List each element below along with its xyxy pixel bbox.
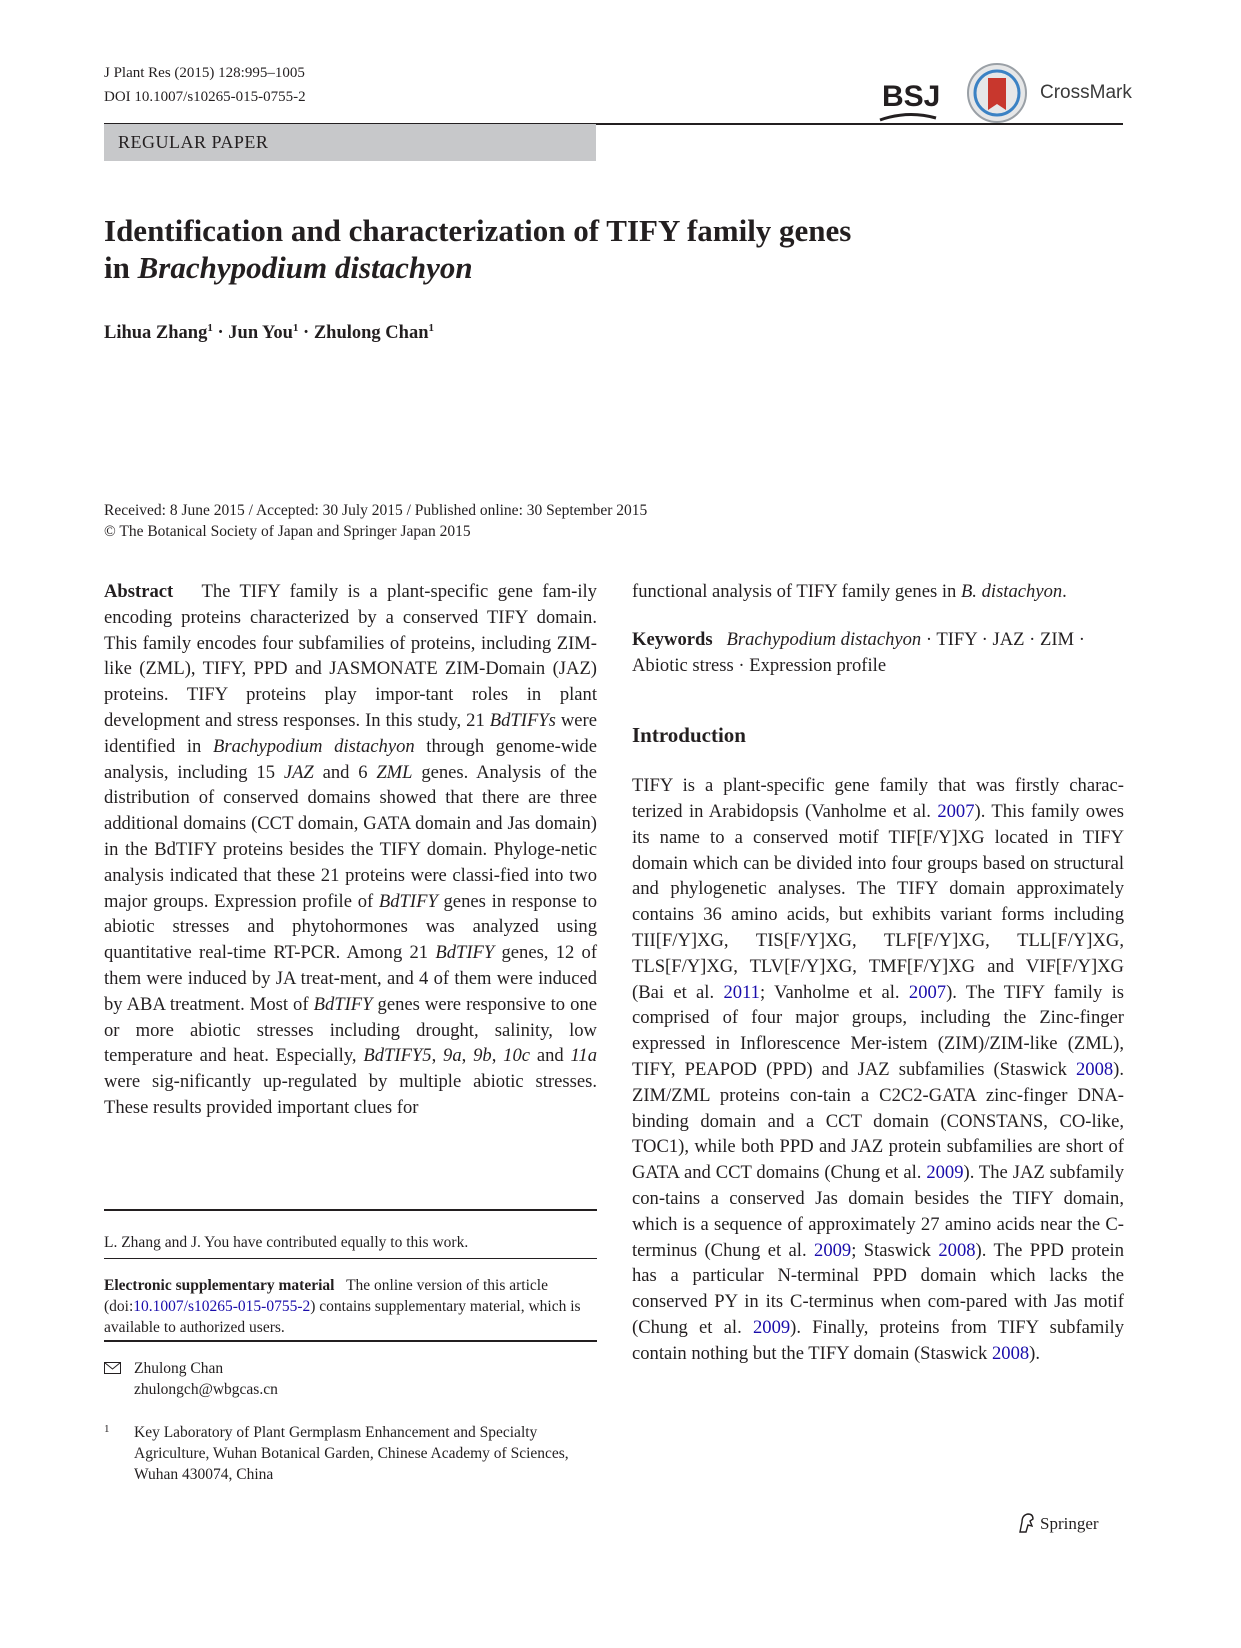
crossmark-icon[interactable] [966, 62, 1028, 124]
copyright-line: © The Botanical Society of Japan and Springer Japan 2015 [104, 523, 471, 540]
footnote-rule [104, 1340, 597, 1342]
author-name: Jun You [228, 323, 293, 344]
article-title: Identification and characterization of TIFY family genes in Brachypodium distachyon [104, 213, 852, 285]
right-column [632, 579, 1124, 1367]
citation-link[interactable]: 2011 [723, 981, 760, 1003]
corresponding-author [104, 1358, 597, 1400]
introduction-text: TIFY is a plant-specific gene family that was firstly charac-terized in Arabidopsis (Vanholme et al. 2007). This family owes its name to a conserved motif TIF[F/Y]XG located in TIFY domain which can be divided into four groups based on structural and phylogenetic analyses. The TIFY domain approximately contains 36 amino acids, but exhibits variant forms including TII[F/Y]XG, TIS[F/Y]XG, TLF[F/Y]XG, TLL[F/Y]XG, TLS[F/Y]XG, TLV[F/Y]XG, TMF[F/Y]XG and VIF[F/Y]XG (Bai et al. 2011; Vanholme et al. 2007). The TIFY family is comprised of four major groups, including the Zinc-finger expressed in Inflorescence Mer-istem (ZIM)/ZIM-like (ZML), TIFY, PEAPOD (PPD) and JAZ subfamilies (Staswick 2008). ZIM/ZML proteins con-tain a C2C2-GATA zinc-finger DNA-binding domain and a CCT domain (CONSTANS, CO-like, TOC1), while both PPD and JAZ protein subfamilies are short of GATA and CCT domains (Chung et al. 2009). The JAZ subfamily con-tains a conserved Jas domain besides the TIFY domain, which is a sequence of approximately 27 amino acids near the C-terminus (Chung et al. 2009; Staswick 2008). The PPD protein has a particular N-terminal PPD domain which lacks the conserved PY in its C-terminus when com-pared with Jas motif (Chung et al. 2009). Finally, proteins from TIFY subfamily contain nothing but the TIFY domain (Staswick 2008). [632, 775, 1124, 1364]
citation-link[interactable]: 2008 [938, 1239, 976, 1261]
contribution-note: L. Zhang and J. You have contributed equally to this work. [104, 1234, 469, 1251]
abstract-text: Abstract The TIFY family is a plant-specific gene fam-ily encoding proteins characterized by a conserved TIFY domain. This family encodes four subfamilies of proteins, including ZIM-like (ZML), TIFY, PPD and JASMONATE ZIM-Domain (JAZ) proteins. TIFY proteins play impor-tant roles in plant development and stress responses. In this study, 21 BdTIFYs were identified in Brachypodium distachyon through genome-wide analysis, including 15 JAZ and 6 ZML genes. Analysis of the distribution of conserved domains showed that there are three additional domains (CCT domain, GATA domain and Jas domain) in the BdTIFY proteins besides the TIFY domain. Phyloge-netic analysis indicated that these 21 proteins were classi-fied into two major groups. Expression profile of BdTIFY genes in response to abiotic stresses and phytohormones was analyzed using quantitative real-time RT-PCR. Among 21 BdTIFY genes, 12 of them were induced by JA treat-ment, and 4 of them were induced by ABA treatment. Most of BdTIFY genes were responsive to one or more abiotic stresses including drought, salinity, low temperature and heat. Especially, BdTIFY5, 9a, 9b, 10c and 11a were sig-nificantly up-regulated by multiple abiotic stresses. These results provided important clues for [104, 581, 598, 1118]
journal-reference: J Plant Res (2015) 128:995–1005 [104, 65, 305, 81]
supplementary-doi-link[interactable]: 10.1007/s10265-015-0755-2 [133, 1298, 311, 1315]
publisher-name: Springer [1040, 1514, 1099, 1533]
article-doi: DOI 10.1007/s10265-015-0755-2 [104, 89, 306, 105]
citation-link[interactable]: 2007 [937, 800, 975, 822]
author-name: Zhulong Chan [313, 323, 429, 344]
footnote-rule [104, 1209, 597, 1211]
springer-horse-icon [1016, 1512, 1036, 1534]
citation-link[interactable]: 2008 [1075, 1058, 1114, 1080]
footnote-rule [104, 1258, 597, 1259]
author-name: Lihua Zhang [104, 323, 208, 344]
abstract-column [104, 579, 597, 1121]
citation-link[interactable]: 2007 [908, 981, 947, 1003]
corresponding-email[interactable]: zhulongch@wbgcas.cn [134, 1381, 278, 1398]
abstract-continued: functional analysis of TIFY family genes in B. distachyon. [632, 581, 1067, 602]
envelope-icon [104, 1362, 121, 1374]
bsj-logo: BSJ [882, 80, 940, 114]
introduction-heading: Introduction [632, 723, 746, 748]
citation-link[interactable]: 2009 [814, 1239, 852, 1261]
citation-link[interactable]: 2009 [752, 1316, 791, 1338]
supplementary-note: Electronic supplementary material The online version of this article (doi:10.1007/s10265-015-0755-2) contains supplementary material, which is available to authorized users. [104, 1277, 581, 1336]
article-dates: Received: 8 June 2015 / Accepted: 30 July 2015 / Published online: 30 September 2015 © The Botanical Society of Japan and Springer Japan 2015 [104, 502, 648, 540]
crossmark-label[interactable]: CrossMark [1040, 82, 1132, 103]
abstract-label: Abstract [104, 581, 174, 602]
affiliation-note: 1 Key Laboratory of Plant Germplasm Enhancement and Specialty Agriculture, Wuhan Botanical Garden, Chinese Academy of Sciences, Wuhan 430074, China [104, 1423, 569, 1483]
author-list: Lihua Zhang$^1$ · Jun You$^1$ · Zhulong Chan$^1$ [104, 322, 434, 344]
keywords-label: Keywords [632, 628, 713, 650]
keywords: Keywords Brachypodium distachyon · TIFY · JAZ · ZIM · Abiotic stress · Expression profile [632, 628, 1085, 676]
corresponding-name: Zhulong Chan [134, 1360, 224, 1377]
citation-link[interactable]: 2009 [926, 1162, 964, 1184]
citation-link[interactable]: 2008 [991, 1342, 1030, 1364]
section-banner: REGULAR PAPER [104, 124, 596, 161]
